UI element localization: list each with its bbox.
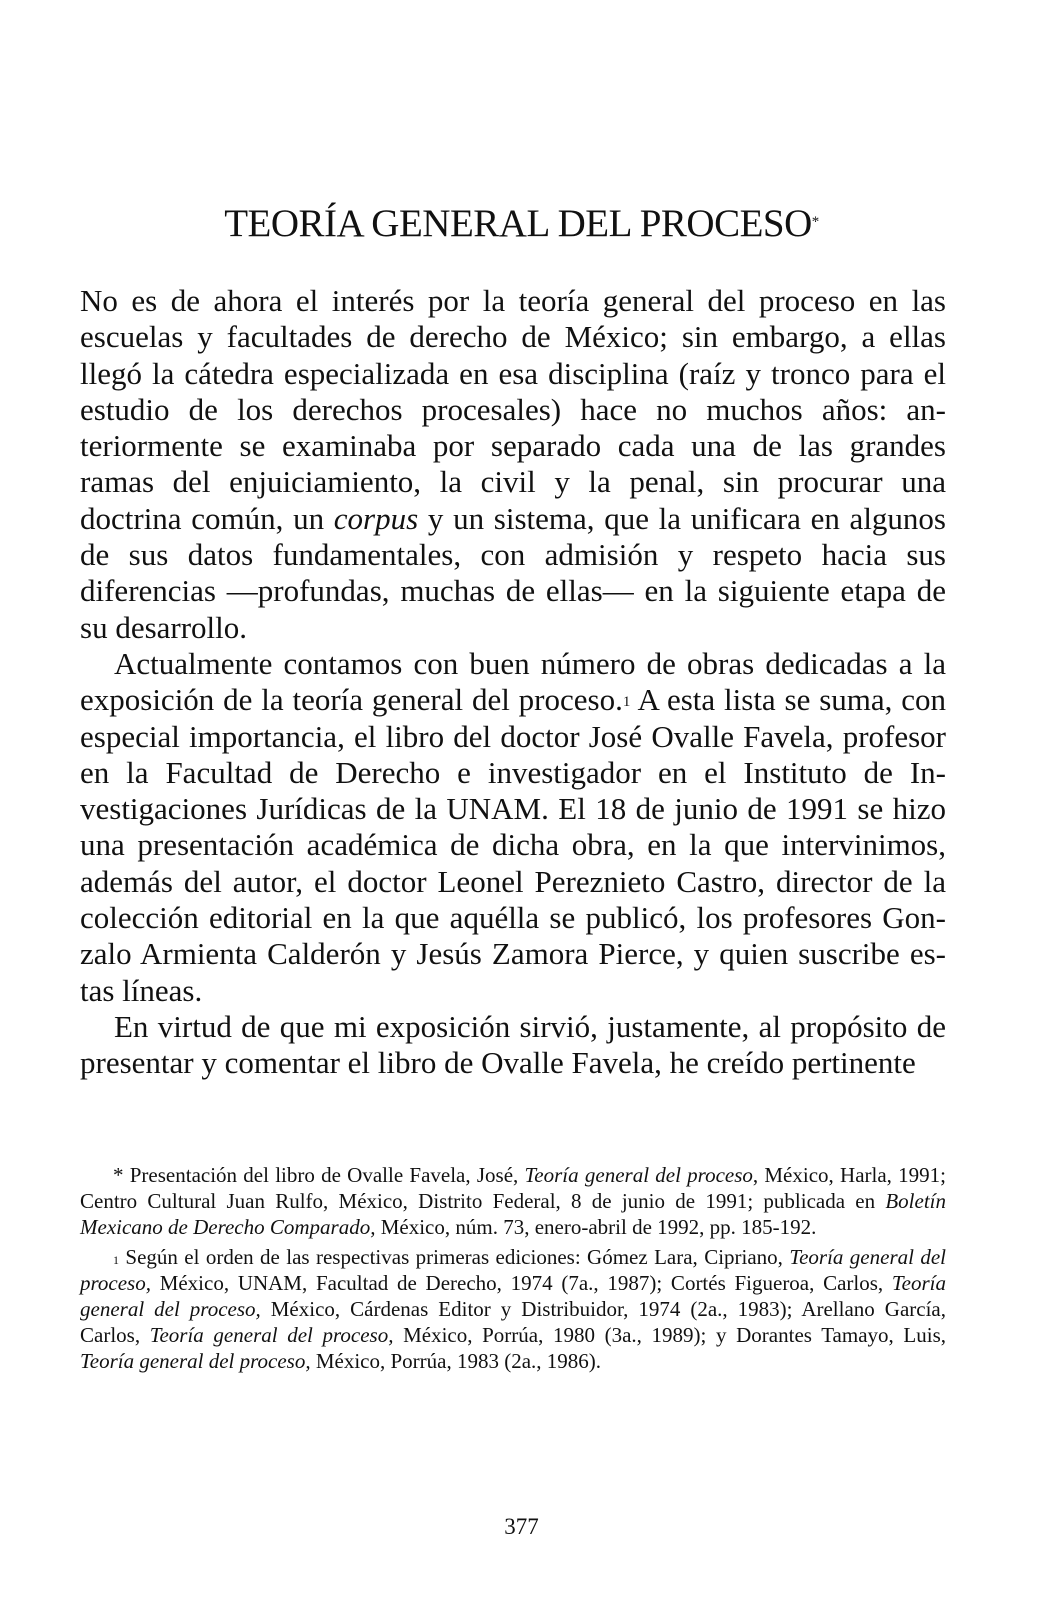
page-number: 377 [504,1514,539,1539]
paragraph-1-part-a: No es de ahora el interés por la teoría general del proceso en las escuelas y facultades de derecho de México; sin embargo, a ellas llegó la cátedra especializada en esa disciplina (raíz y tronco para el estudio de los derechos procesales) hace no muchos años: anteriormente se examinaba por separado cada una de las grandes ramas del enjuiciamiento, la civil y la penal, sin procurar una doctrina común, un [80,283,946,536]
paragraph-1-part-b: y un sistema, que la unificara en algunos de sus datos fundamentales, con admisión y respeto hacia sus diferencias —profundas, muchas de ellas— en la siguiente etapa de su desarrollo. [80,500,946,645]
footnote-1-italic-4: Teoría general del proceso, [80,1349,311,1374]
footnote-star [80,1162,946,1241]
page-title-text: TEORÍA GENERAL DEL PROCESO [224,202,812,245]
paragraph-2-part-a: Actualmente contamos con buen número de obras dedicadas a la exposición de la teoría general del proceso. [80,645,946,718]
footnote-1-italic-3: Teoría general del proceso, [149,1323,394,1348]
paragraph-1-italic: corpus [333,500,419,536]
footnote-star-text-a: Presentación del libro de Ovalle Favela, José, [123,1163,525,1187]
footnotes [80,1162,946,1375]
paragraph-2-part-b: A esta lista se suma, con especial importancia, el libro del doctor José Ovalle Favela, profesor en la Facultad de Derecho e investigador en el Instituto de Investigaciones Jurídicas de la UNAM. El 18 de junio de 1991 se hizo una presentación académica de dicha obra, en la que intervinimos, además del autor, el doctor Leonel Pereznieto Castro, director de la colección editorial en la que aquélla se publicó, los profesores Gonzalo Armienta Calderón y Jesús Zamora Pierce, y quien suscribe estas líneas. [80,682,946,1008]
footnote-1-text-b: México, UNAM, Facultad de Derecho, 1974 (7a., 1987); Cortés Figueroa, Carlos, [150,1270,892,1295]
footnote-1-text-c: México, Cárdenas Editor y Distribuidor, 1974 (2a., 1983); Arellano García, Carlos, [80,1297,946,1348]
footnote-star-text-b: , México, Harla, 1991; Centro Cultural Juan Rulfo, México, Distrito Federal, 8 de junio de 1991; publicada en [80,1163,947,1214]
footnote-1-italic-2: Teoría general del proceso, [80,1270,946,1322]
footnote-1 [80,1244,946,1375]
footnote-star-marker: * [113,1163,124,1187]
footnote-reference-1: 1 [622,694,631,711]
page-title [0,202,1043,246]
footnote-1-text-e: México, Porrúa, 1983 (2a., 1986). [310,1349,602,1374]
footnote-star-italic-2: Boletín Mexicano de Derecho Comparado, [80,1189,946,1240]
paragraph-2 [80,646,946,1009]
body-text [80,283,946,1082]
footnote-1-marker: 1 [113,1252,119,1267]
footnote-1-text-d: México, Porrúa, 1980 (3a., 1989); y Dorantes Tamayo, Luis, [393,1323,946,1348]
footnote-star-italic-1: Teoría general del proceso [524,1163,753,1187]
title-footnote-marker: * [811,214,819,230]
paragraph-3: En virtud de que mi exposición sirvió, justamente, al propósito de presentar y comentar el libro de Ovalle Favela, he creído pertinente [80,1008,946,1081]
paragraph-1 [80,283,946,646]
footnote-star-text-c: México, núm. 73, enero-abril de 1992, pp. 185-192. [375,1215,817,1240]
footnote-1-italic-1: Teoría general del proceso, [80,1244,946,1295]
footnote-1-text-a: Según el orden de las respectivas primeras ediciones: Gómez Lara, Cipriano, [119,1244,790,1269]
